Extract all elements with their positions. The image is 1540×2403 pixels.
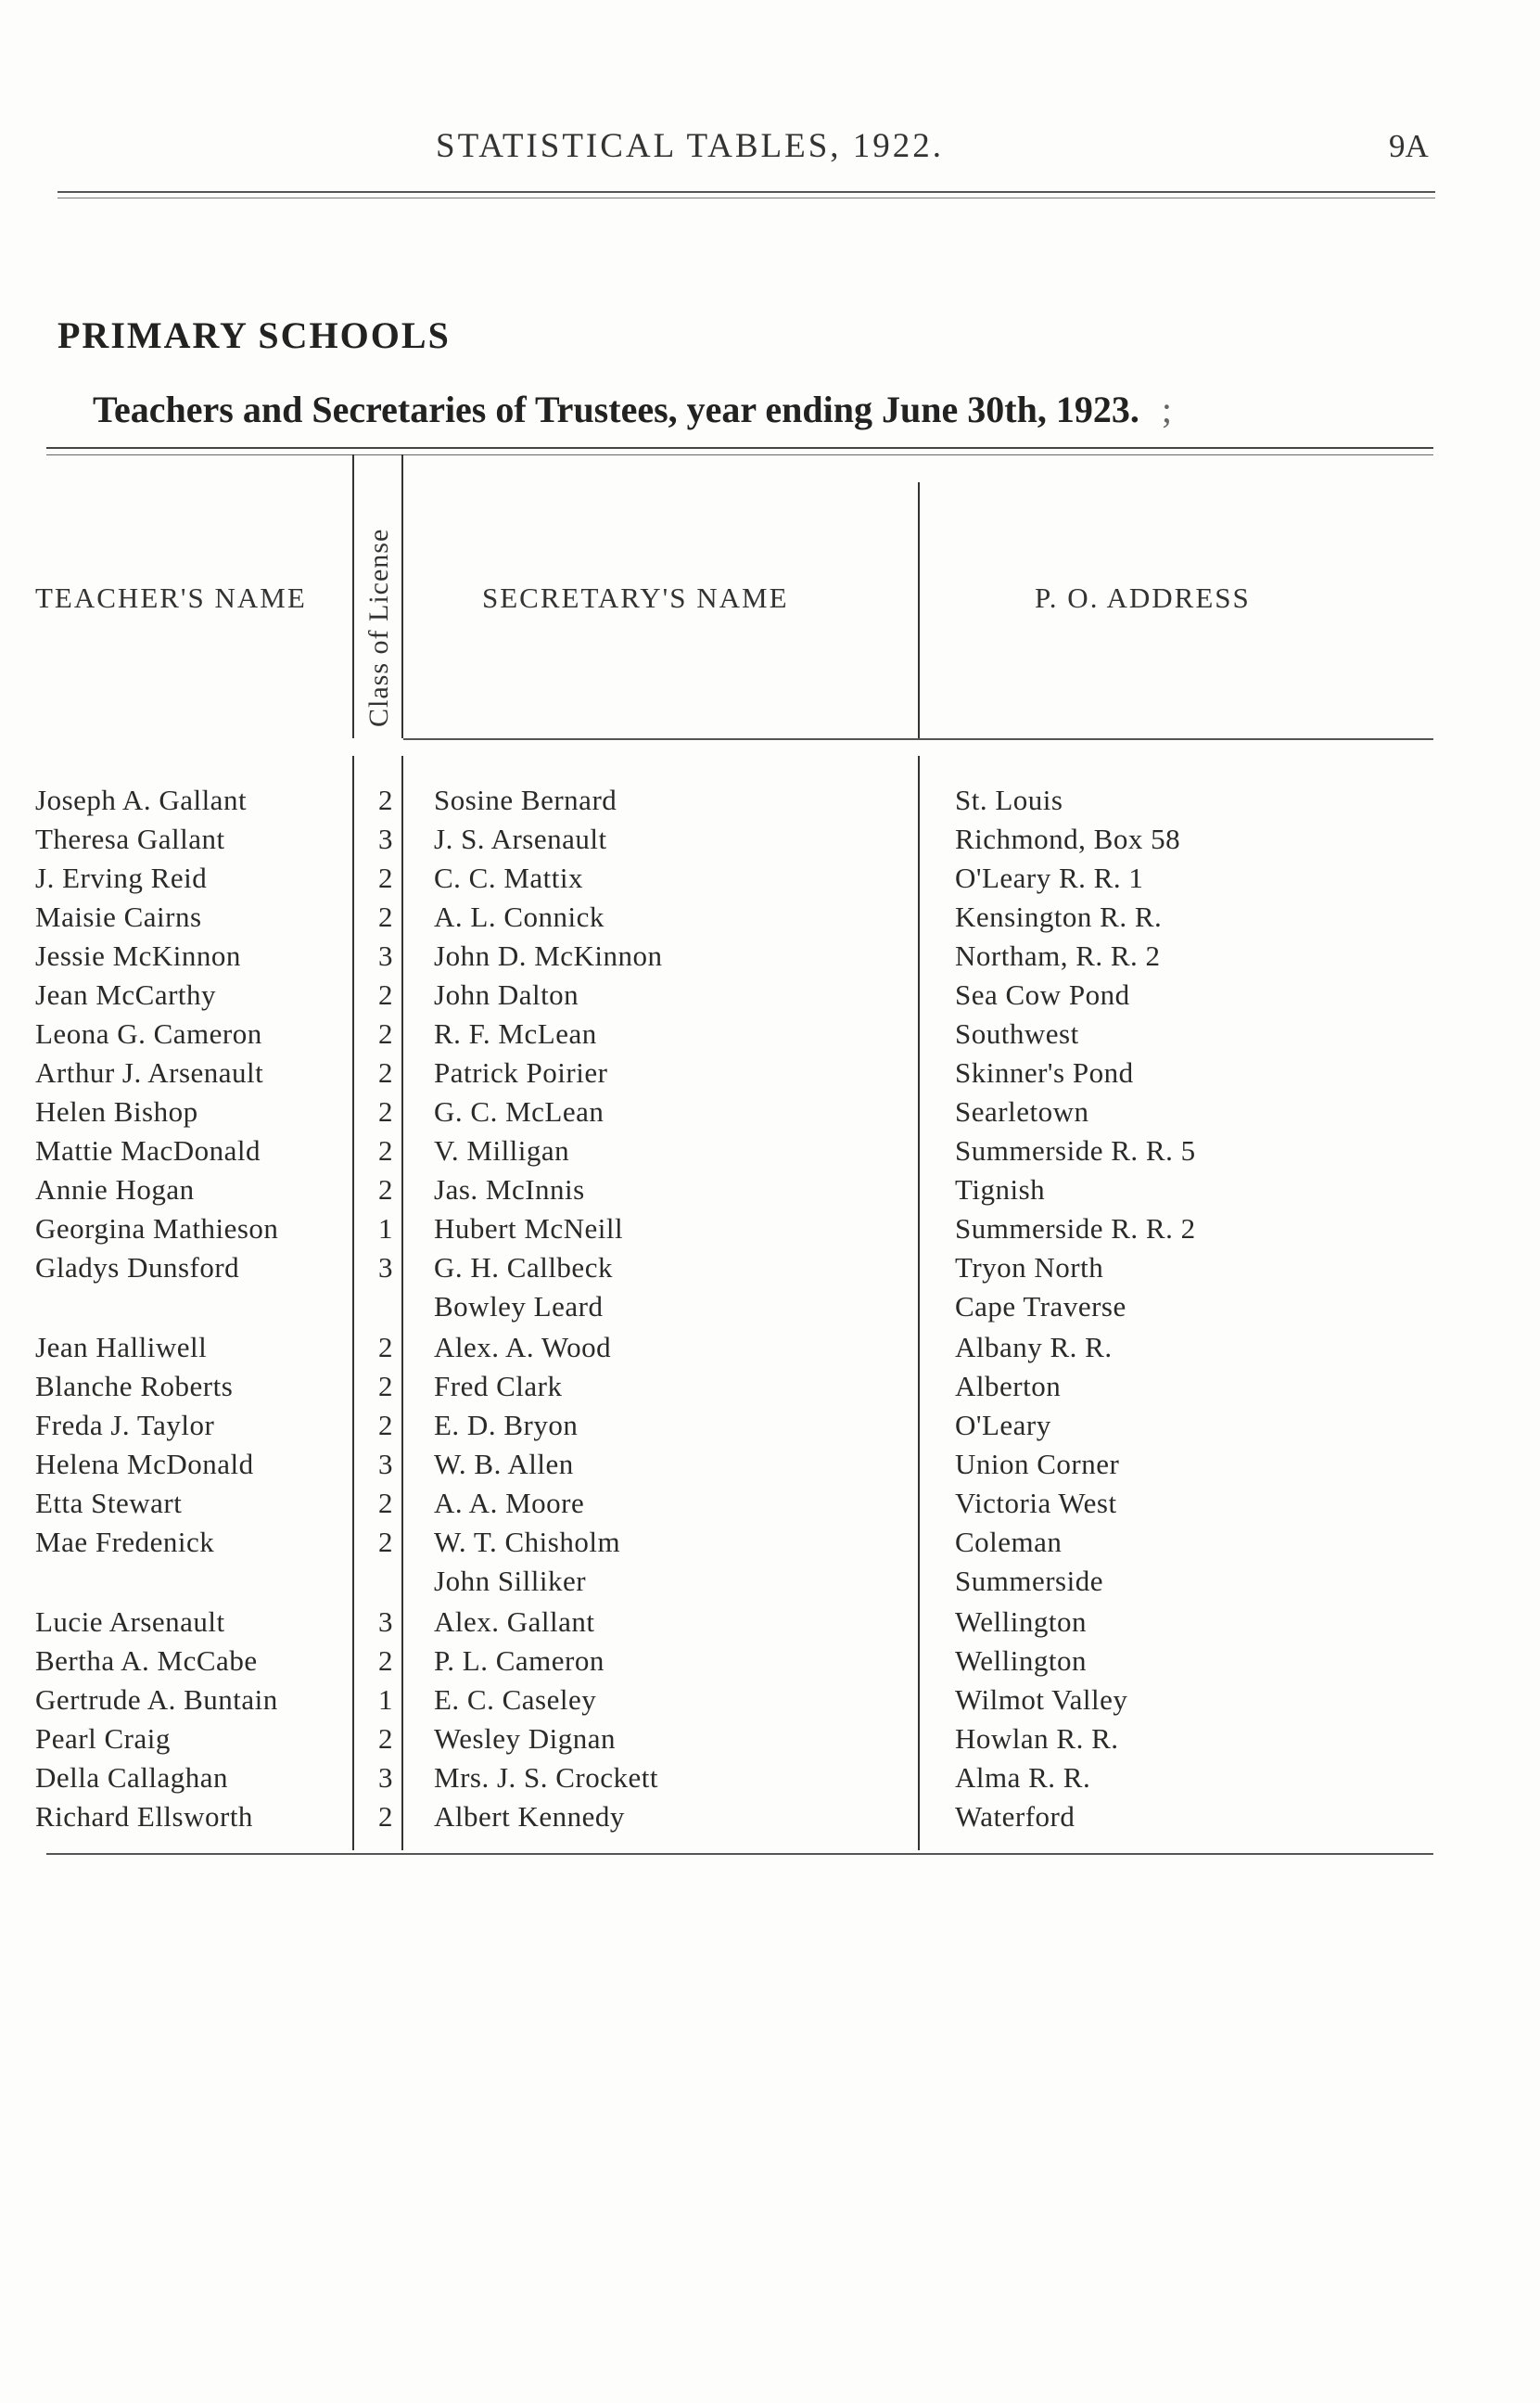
license-class: 2 xyxy=(378,784,393,816)
po-address: Howlan R. R. xyxy=(955,1722,1119,1755)
teacher-name: Helen Bishop xyxy=(35,1095,198,1128)
table-row xyxy=(0,1683,1540,1722)
secretary-name: Albert Kennedy xyxy=(434,1800,625,1833)
secretary-name: Patrick Poirier xyxy=(434,1056,608,1089)
secretary-name: G. H. Callbeck xyxy=(434,1251,613,1284)
teacher-name: Mae Fredenick xyxy=(35,1526,215,1558)
teacher-name: Jean McCarthy xyxy=(35,978,217,1011)
po-address: O'Leary R. R. 1 xyxy=(955,862,1144,894)
teacher-name: Lucie Arsenault xyxy=(35,1605,225,1638)
teacher-name: Richard Ellsworth xyxy=(35,1800,253,1833)
po-address: Richmond, Box 58 xyxy=(955,823,1181,855)
secretary-name: C. C. Mattix xyxy=(434,862,584,894)
col-header-secretary: SECRETARY'S NAME xyxy=(482,582,789,614)
table-row xyxy=(0,1251,1540,1290)
secretary-name: V. Milligan xyxy=(434,1134,570,1167)
license-class: 1 xyxy=(378,1683,393,1716)
running-title: STATISTICAL TABLES, 1922. xyxy=(436,127,945,165)
license-class: 3 xyxy=(378,1761,393,1794)
column-rule-1 xyxy=(352,454,354,738)
teacher-name: Joseph A. Gallant xyxy=(35,784,248,816)
table-row xyxy=(0,862,1540,901)
teacher-name: Arthur J. Arsenault xyxy=(35,1056,264,1089)
running-head xyxy=(0,126,1540,173)
table-row xyxy=(0,1017,1540,1056)
table-row xyxy=(0,1487,1540,1526)
subtitle xyxy=(93,388,1172,431)
teacher-name: Pearl Craig xyxy=(35,1722,171,1755)
po-address: Skinner's Pond xyxy=(955,1056,1134,1089)
secretary-name: John Dalton xyxy=(434,978,579,1011)
table-row xyxy=(0,1605,1540,1644)
license-class: 3 xyxy=(378,1251,393,1284)
license-class: 2 xyxy=(378,901,393,933)
po-address: Summerside R. R. 5 xyxy=(955,1134,1196,1167)
table-row xyxy=(0,1722,1540,1761)
license-class: 2 xyxy=(378,1370,393,1402)
top-rule xyxy=(57,191,1435,198)
po-address: Kensington R. R. xyxy=(955,901,1163,933)
teacher-name: Georgina Mathieson xyxy=(35,1212,279,1245)
table-row xyxy=(0,823,1540,862)
teacher-name: Bertha A. McCabe xyxy=(35,1644,258,1677)
license-class: 3 xyxy=(378,1448,393,1480)
page-number: 9A xyxy=(1389,128,1429,164)
table-row xyxy=(0,1800,1540,1839)
license-class: 3 xyxy=(378,1605,393,1638)
table-row xyxy=(0,901,1540,939)
table-row xyxy=(0,1056,1540,1095)
teacher-name: Blanche Roberts xyxy=(35,1370,234,1402)
license-class: 2 xyxy=(378,1056,393,1089)
table-row xyxy=(0,1565,1540,1604)
header-underline xyxy=(403,738,1433,740)
teacher-name: Theresa Gallant xyxy=(35,823,225,855)
teacher-name: Etta Stewart xyxy=(35,1487,183,1519)
po-address: Alma R. R. xyxy=(955,1761,1091,1794)
subtitle-mark: ; xyxy=(1161,389,1172,430)
teacher-name: Helena McDonald xyxy=(35,1448,254,1480)
secretary-name: Bowley Leard xyxy=(434,1290,604,1323)
table-row xyxy=(0,978,1540,1017)
po-address: Searletown xyxy=(955,1095,1089,1128)
license-class: 2 xyxy=(378,1722,393,1755)
po-address: St. Louis xyxy=(955,784,1063,816)
po-address: Cape Traverse xyxy=(955,1290,1126,1323)
po-address: Northam, R. R. 2 xyxy=(955,939,1161,972)
secretary-name: John D. McKinnon xyxy=(434,939,663,972)
teacher-name: Maisie Cairns xyxy=(35,901,202,933)
teacher-name: Della Callaghan xyxy=(35,1761,229,1794)
column-rule-2 xyxy=(401,454,403,738)
po-address: Alberton xyxy=(955,1370,1062,1402)
col-header-class: Class of License xyxy=(363,528,394,727)
license-class: 2 xyxy=(378,1644,393,1677)
po-address: Waterford xyxy=(955,1800,1075,1833)
license-class: 2 xyxy=(378,978,393,1011)
po-address: Tignish xyxy=(955,1173,1046,1206)
table-row xyxy=(0,1173,1540,1212)
teacher-name: Freda J. Taylor xyxy=(35,1409,215,1441)
table-row xyxy=(0,1134,1540,1173)
col-header-teacher: TEACHER'S NAME xyxy=(35,582,307,614)
license-class: 2 xyxy=(378,1487,393,1519)
table-row xyxy=(0,1448,1540,1487)
po-address: Summerside xyxy=(955,1565,1103,1597)
secretary-name: G. C. McLean xyxy=(434,1095,605,1128)
license-class: 2 xyxy=(378,1331,393,1363)
secretary-name: P. L. Cameron xyxy=(434,1644,605,1677)
secretary-name: A. L. Connick xyxy=(434,901,605,933)
po-address: Victoria West xyxy=(955,1487,1117,1519)
license-class: 1 xyxy=(378,1212,393,1245)
po-address: Wellington xyxy=(955,1605,1087,1638)
table-row xyxy=(0,939,1540,978)
secretary-name: Alex. Gallant xyxy=(434,1605,595,1638)
table-row xyxy=(0,1526,1540,1565)
teacher-name: Leona G. Cameron xyxy=(35,1017,262,1050)
secretary-name: E. C. Caseley xyxy=(434,1683,597,1716)
column-rule-3 xyxy=(918,482,920,738)
secretary-name: Hubert McNeill xyxy=(434,1212,624,1245)
bottom-rule xyxy=(46,1853,1433,1855)
po-address: Coleman xyxy=(955,1526,1063,1558)
po-address: Albany R. R. xyxy=(955,1331,1113,1363)
po-address: Wilmot Valley xyxy=(955,1683,1128,1716)
po-address: Tryon North xyxy=(955,1251,1104,1284)
col-header-address: P. O. ADDRESS xyxy=(1035,582,1251,614)
secretary-name: A. A. Moore xyxy=(434,1487,585,1519)
table-row xyxy=(0,1644,1540,1683)
po-address: Sea Cow Pond xyxy=(955,978,1130,1011)
secretary-name: Mrs. J. S. Crockett xyxy=(434,1761,658,1794)
table-row xyxy=(0,1370,1540,1409)
secretary-name: E. D. Bryon xyxy=(434,1409,579,1441)
secretary-name: J. S. Arsenault xyxy=(434,823,607,855)
license-class: 2 xyxy=(378,1095,393,1128)
table-row xyxy=(0,784,1540,823)
license-class: 2 xyxy=(378,1017,393,1050)
teacher-name: Annie Hogan xyxy=(35,1173,195,1206)
teacher-name: Gladys Dunsford xyxy=(35,1251,240,1284)
table-row xyxy=(0,1331,1540,1370)
table-row xyxy=(0,1212,1540,1251)
table-row xyxy=(0,1761,1540,1800)
po-address: O'Leary xyxy=(955,1409,1051,1441)
teacher-name: Jessie McKinnon xyxy=(35,939,241,972)
teacher-name: Jean Halliwell xyxy=(35,1331,208,1363)
license-class: 2 xyxy=(378,1134,393,1167)
secretary-name: W. B. Allen xyxy=(434,1448,574,1480)
secretary-name: R. F. McLean xyxy=(434,1017,597,1050)
table-row xyxy=(0,1409,1540,1448)
po-address: Wellington xyxy=(955,1644,1087,1677)
teacher-name: Gertrude A. Buntain xyxy=(35,1683,278,1716)
secretary-name: Alex. A. Wood xyxy=(434,1331,612,1363)
table-row xyxy=(0,1290,1540,1329)
secretary-name: John Silliker xyxy=(434,1565,587,1597)
license-class: 2 xyxy=(378,862,393,894)
teacher-name: Mattie MacDonald xyxy=(35,1134,261,1167)
po-address: Southwest xyxy=(955,1017,1079,1050)
subtitle-text: Teachers and Secretaries of Trustees, year ending June 30th, 1923. xyxy=(93,389,1139,430)
section-title: PRIMARY SCHOOLS xyxy=(57,314,451,356)
license-class: 2 xyxy=(378,1409,393,1441)
table-row xyxy=(0,1095,1540,1134)
license-class: 3 xyxy=(378,939,393,972)
header-rule xyxy=(46,447,1433,455)
secretary-name: Jas. McInnis xyxy=(434,1173,585,1206)
po-address: Summerside R. R. 2 xyxy=(955,1212,1196,1245)
license-class: 3 xyxy=(378,823,393,855)
secretary-name: W. T. Chisholm xyxy=(434,1526,621,1558)
license-class: 2 xyxy=(378,1800,393,1833)
secretary-name: Sosine Bernard xyxy=(434,784,617,816)
po-address: Union Corner xyxy=(955,1448,1120,1480)
secretary-name: Fred Clark xyxy=(434,1370,563,1402)
license-class: 2 xyxy=(378,1526,393,1558)
license-class: 2 xyxy=(378,1173,393,1206)
secretary-name: Wesley Dignan xyxy=(434,1722,616,1755)
teacher-name: J. Erving Reid xyxy=(35,862,208,894)
